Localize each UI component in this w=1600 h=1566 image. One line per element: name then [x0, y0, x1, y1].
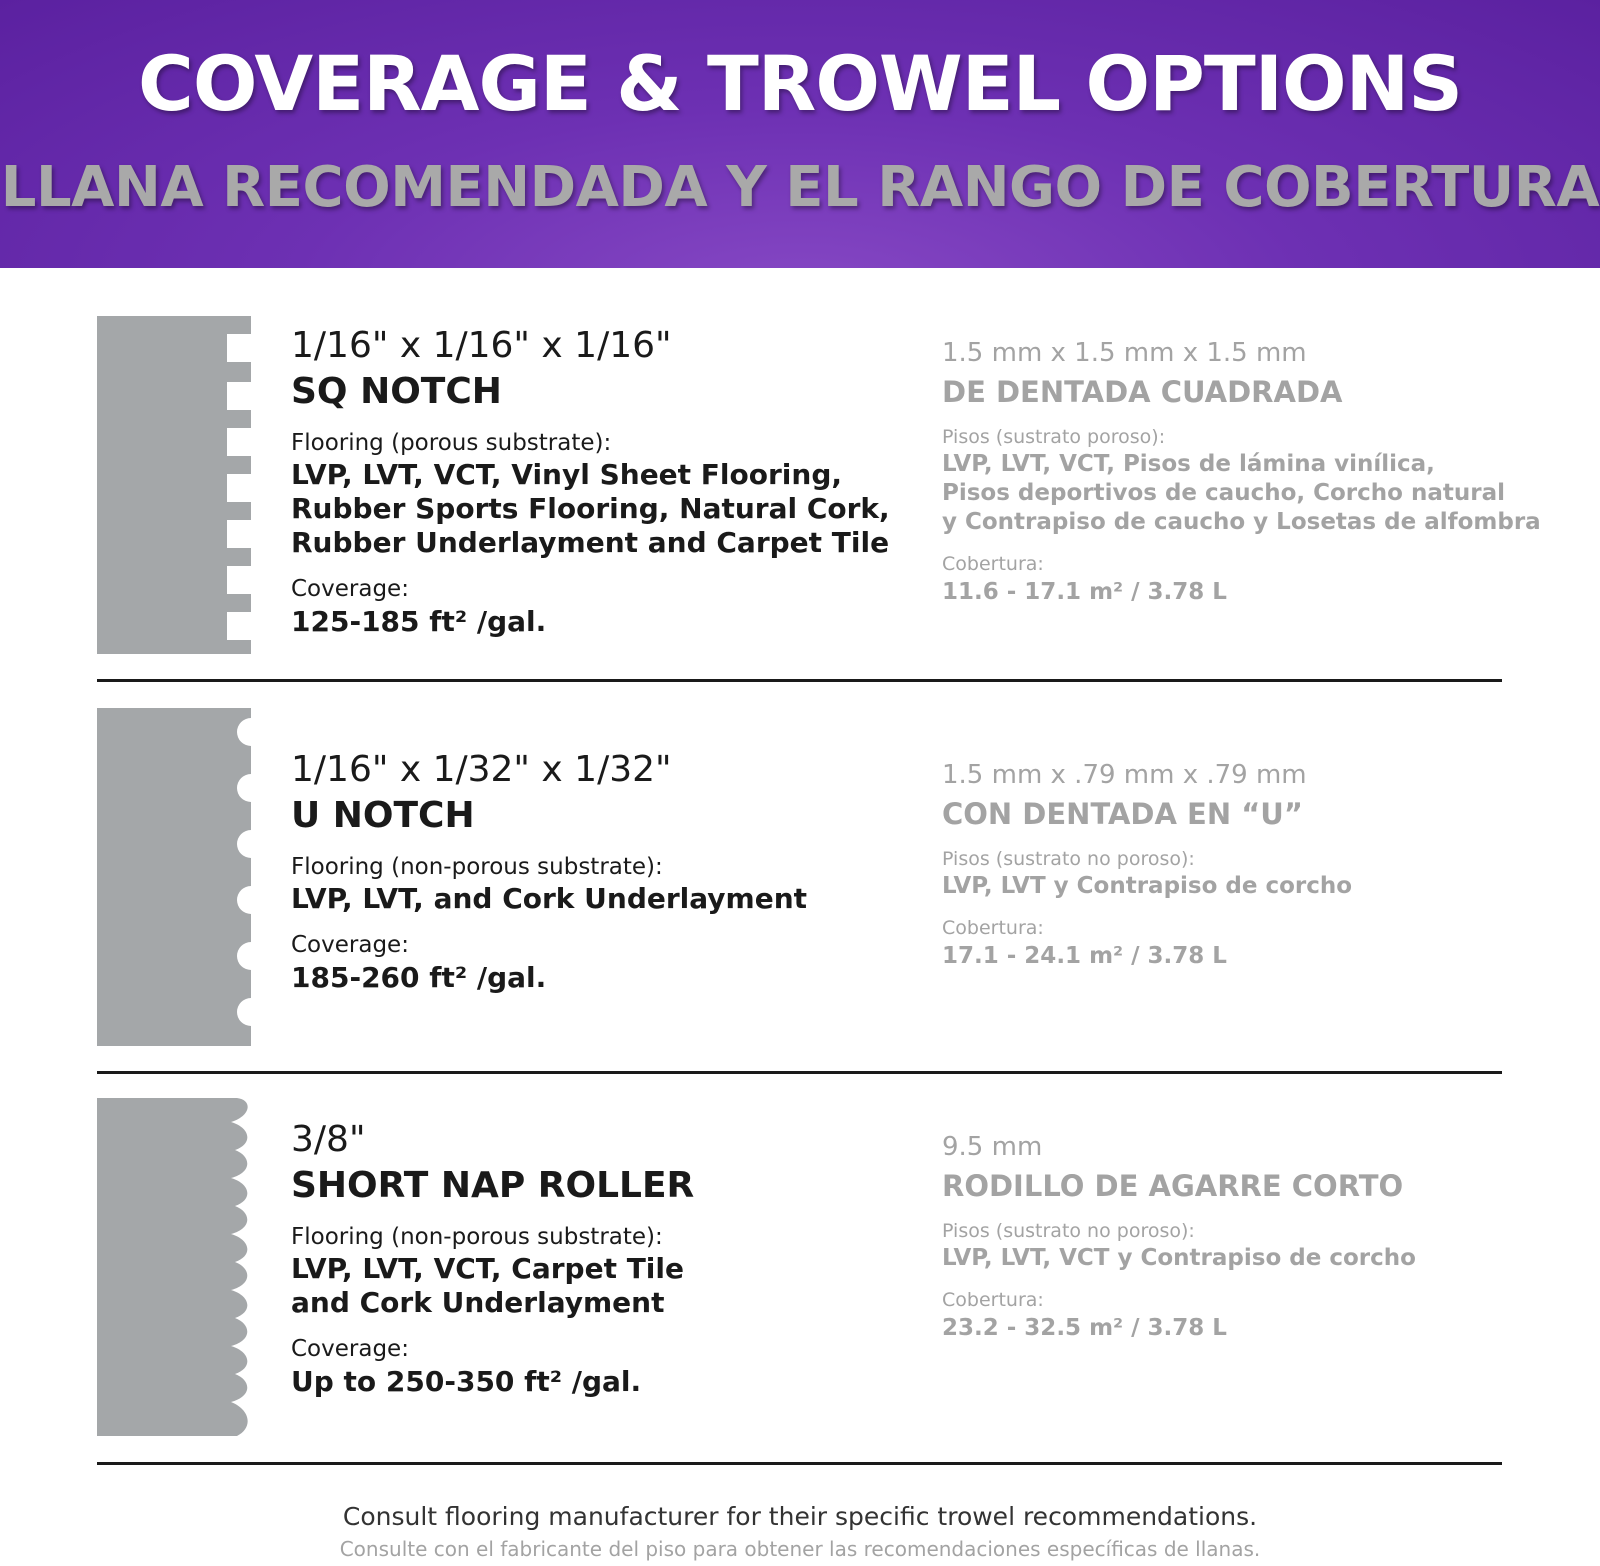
flooring-materials-es: LVP, LVT y Contrapiso de corcho [942, 873, 1353, 899]
option-details-en [291, 708, 891, 996]
flooring-materials-es: LVP, LVT, VCT, Pisos de lámina vinílica, Pisos deportivos de caucho, Corcho natural y Contrapiso de caucho y Losetas de alfombra [942, 451, 1541, 535]
flooring-materials: LVP, LVT, VCT, Carpet Tile and Cork Underlayment [291, 1252, 684, 1319]
flooring-label: Flooring (non-porous substrate): [291, 1224, 663, 1250]
coverage-value: 185-260 ft² /gal. [291, 961, 547, 994]
coverage-label: Coverage: [291, 932, 409, 958]
trowel-name: SQ NOTCH [291, 371, 502, 412]
trowel-size-es: 9.5 mm [942, 1132, 1043, 1162]
flooring-label-es: Pisos (sustrato poroso): [942, 426, 1166, 448]
flooring-label-es: Pisos (sustrato no poroso): [942, 1220, 1195, 1242]
option-details-es [942, 1098, 1582, 1343]
trowel-size-es: 1.5 mm x .79 mm x .79 mm [942, 760, 1307, 790]
title-english: COVERAGE & TROWEL OPTIONS [138, 39, 1462, 128]
option-sq-notch [0, 316, 1600, 656]
coverage-label: Coverage: [291, 576, 409, 602]
option-details-es [942, 708, 1582, 971]
option-u-notch [0, 708, 1600, 1048]
coverage-label-es: Cobertura: [942, 553, 1044, 575]
square-notch-trowel-icon [97, 316, 251, 654]
flooring-materials: LVP, LVT, VCT, Vinyl Sheet Flooring, Rubber Sports Flooring, Natural Cork, Rubber Underlayment and Carpet Tile [291, 458, 890, 559]
u-notch-trowel-icon [97, 708, 251, 1046]
option-short-nap-roller [0, 1098, 1600, 1438]
coverage-value: 125-185 ft² /gal. [291, 605, 547, 638]
trowel-name-es: RODILLO DE AGARRE CORTO [942, 1169, 1404, 1203]
trowel-name: SHORT NAP ROLLER [291, 1165, 695, 1206]
coverage-value-es: 11.6 - 17.1 m² / 3.78 L [942, 579, 1227, 605]
header-banner [0, 0, 1600, 268]
section-divider [97, 1071, 1502, 1074]
short-nap-roller-icon [97, 1098, 251, 1436]
trowel-size: 1/16" x 1/32" x 1/32" [291, 749, 672, 790]
coverage-value-es: 17.1 - 24.1 m² / 3.78 L [942, 943, 1227, 969]
trowel-name-es: DE DENTADA CUADRADA [942, 375, 1343, 409]
trowel-size-es: 1.5 mm x 1.5 mm x 1.5 mm [942, 338, 1307, 368]
flooring-materials: LVP, LVT, and Cork Underlayment [291, 882, 808, 915]
option-details-es [942, 316, 1582, 607]
trowel-name: U NOTCH [291, 795, 475, 836]
flooring-materials-es: LVP, LVT, VCT y Contrapiso de corcho [942, 1245, 1416, 1271]
footer-note-es: Consulte con el fabricante del piso para obtener las recomendaciones específicas de llanas. [339, 1537, 1261, 1561]
trowel-size: 1/16" x 1/16" x 1/16" [291, 325, 672, 366]
trowel-name-es: CON DENTADA EN “U” [942, 797, 1303, 831]
section-divider [97, 679, 1502, 682]
coverage-label-es: Cobertura: [942, 917, 1044, 939]
trowel-size: 3/8" [291, 1119, 366, 1160]
title-spanish: LLANA RECOMENDADA Y EL RANGO DE COBERTURA [0, 155, 1600, 220]
coverage-label-es: Cobertura: [942, 1289, 1044, 1311]
coverage-value: Up to 250-350 ft² /gal. [291, 1365, 642, 1398]
coverage-label: Coverage: [291, 1336, 409, 1362]
flooring-label: Flooring (non-porous substrate): [291, 854, 663, 880]
option-details-en [291, 1098, 891, 1400]
footer-note-en: Consult flooring manufacturer for their specific trowel recommendations. [342, 1502, 1258, 1531]
flooring-label-es: Pisos (sustrato no poroso): [942, 848, 1195, 870]
coverage-value-es: 23.2 - 32.5 m² / 3.78 L [942, 1315, 1227, 1341]
option-details-en [291, 316, 891, 640]
flooring-label: Flooring (porous substrate): [291, 430, 612, 456]
section-divider [97, 1462, 1502, 1465]
